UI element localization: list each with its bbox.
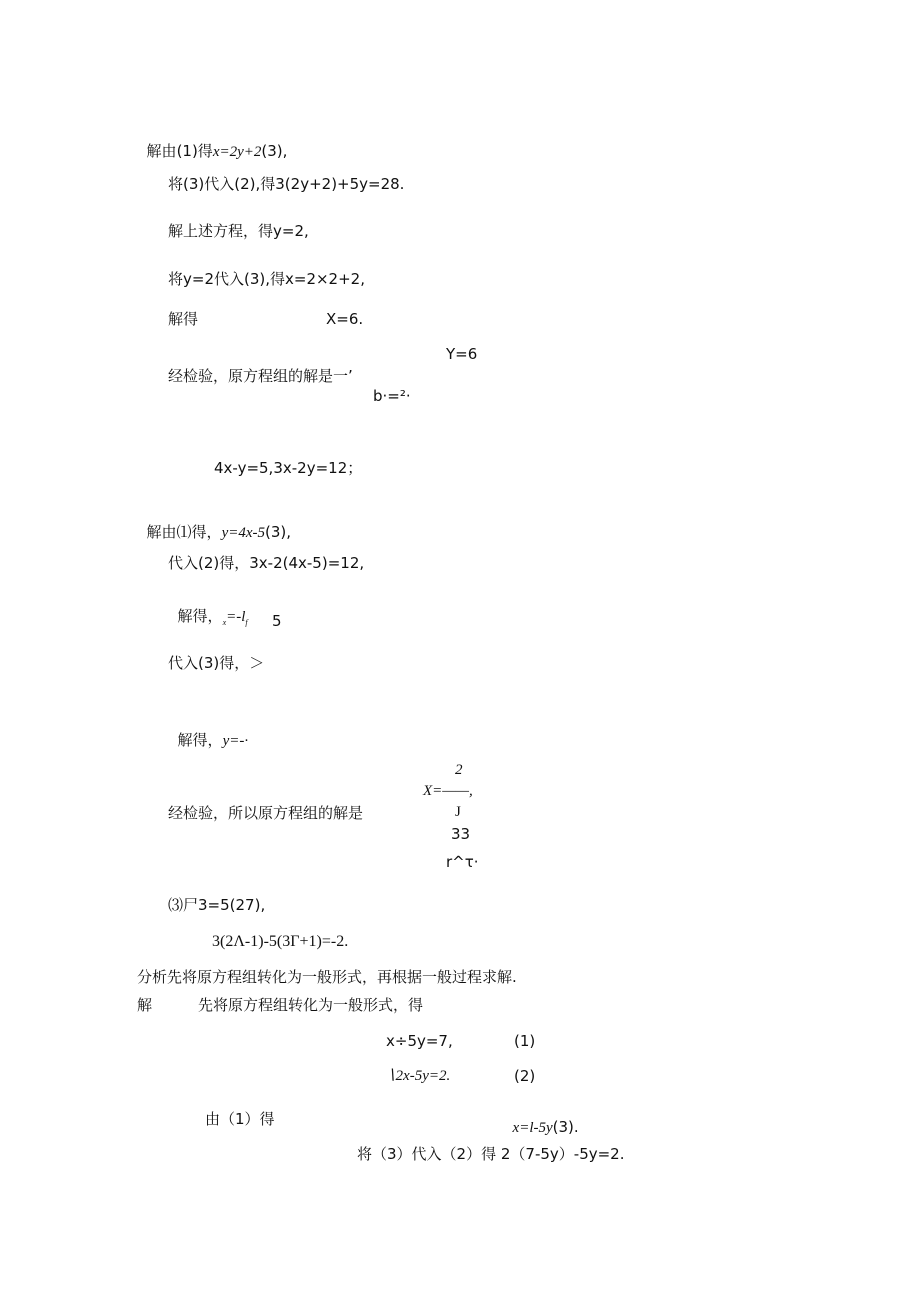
substitution-line: 将（3）代入（2）得 2（7-5y）-5y=2. xyxy=(357,1145,625,1163)
from-equation-1: 由（1）得 xyxy=(205,1110,275,1128)
result-y: Y=6 xyxy=(446,345,478,363)
substitute-back-line: 代入(3)得，＞ xyxy=(168,654,265,672)
result-label: 解得， xyxy=(177,731,223,749)
problem-statement: 4x-y=5,3x-2y=12； xyxy=(214,459,363,477)
solve-line: 解上述方程，得y=2, xyxy=(168,222,309,240)
expression: =-l xyxy=(226,609,246,625)
expression: x=2y+2 xyxy=(212,144,262,160)
result-line xyxy=(168,718,248,749)
problem-statement-a: ⑶尸3=5(27), xyxy=(168,896,266,914)
problem-statement-b: 3(2Λ-1)-5(3Γ+1)=-2. xyxy=(212,933,349,950)
fraction-j: J xyxy=(455,804,461,820)
equation-label: (3). xyxy=(552,1118,579,1136)
equation-label: (3), xyxy=(265,523,292,541)
substitution-line: 代入(2)得，3x-2(4x-5)=12, xyxy=(168,554,365,572)
solution-prefix: 解由⑴得， xyxy=(146,523,222,541)
value-33: 33 xyxy=(451,825,471,843)
solution-label: 解 xyxy=(137,996,153,1014)
expression: x=l-5y xyxy=(512,1120,553,1136)
solution-prefix: 解由 xyxy=(146,142,177,160)
expression: y=4x-5 xyxy=(221,525,265,541)
verification-line: 经检验，所以原方程组的解是 xyxy=(168,804,364,822)
equation-2: ∖2x-5y=2. xyxy=(386,1068,451,1084)
solution-line-1 xyxy=(137,129,287,160)
substitution-line: 将(3)代入(2),得3(2y+2)+5y=28. xyxy=(168,175,405,193)
equation-1-number: (1) xyxy=(514,1032,536,1050)
result-x: X=6. xyxy=(326,310,364,328)
result-label: 解得 xyxy=(168,310,199,328)
equation-label: (3), xyxy=(261,142,288,160)
derived-expression xyxy=(503,1105,579,1136)
x-subscript: x xyxy=(222,618,227,627)
f-subscript: f xyxy=(245,618,248,627)
equation-reference: (1)得 xyxy=(176,142,213,160)
denominator-five: 5 xyxy=(272,612,282,630)
equation-2-number: (2) xyxy=(514,1067,536,1085)
solve-label: 解得， xyxy=(177,607,223,625)
analysis-line: 分析先将原方程组转化为一般形式，再根据一般过程求解. xyxy=(137,968,517,986)
solution-line-2 xyxy=(137,510,291,541)
substitute-back-line: 将y=2代入(3),得x=2×2+2, xyxy=(168,270,365,288)
solution-text: 先将原方程组转化为一般形式，得 xyxy=(198,996,424,1014)
garbled-fragment: b·=²· xyxy=(373,387,411,405)
fraction-expression: X=——, xyxy=(423,783,473,799)
equation-1: x÷5y=7, xyxy=(386,1032,453,1050)
expression: y=-· xyxy=(222,733,249,749)
verification-line: 经检验，原方程组的解是一’ xyxy=(168,367,353,385)
solve-line xyxy=(168,594,248,627)
fraction-numerator: 2 xyxy=(455,762,463,778)
garbled-fragment: r^τ· xyxy=(446,853,479,871)
